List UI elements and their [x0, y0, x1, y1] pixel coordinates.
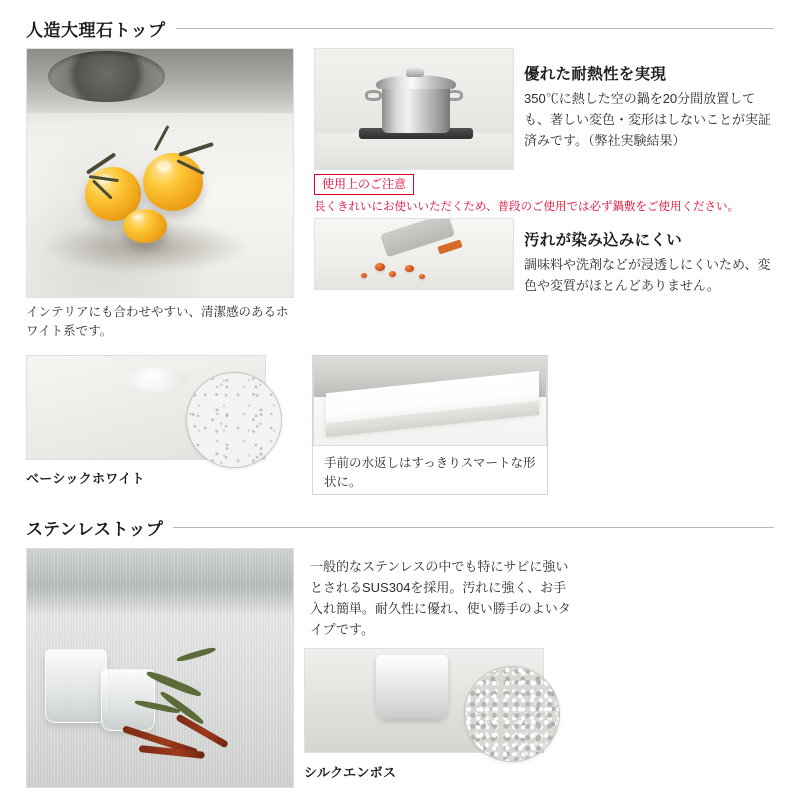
- section-title-artificial-marble: 人造大理石トップ: [26, 21, 166, 40]
- pot-body: [382, 85, 449, 133]
- basic-white-texture-zoom: [186, 372, 282, 468]
- pot-knob: [406, 67, 424, 77]
- countertop-with-yellow-tomatoes-photo: [26, 48, 294, 298]
- sauce-drop: [405, 265, 414, 272]
- water-bead-highlight: [127, 368, 189, 391]
- caution-note-text: 長くきれいにお使いいただくため、普段のご使用では必ず鍋敷をご使用ください。: [314, 201, 740, 213]
- stain-resistance-body: 調味料や洗剤などが浸透しにくいため、変色や変質がほとんどありません。: [524, 257, 771, 294]
- counter-edge-caption: 手前の水返しはすっきりスマートな形状に。: [324, 456, 536, 490]
- countertop-front-edge-photo: [313, 356, 547, 446]
- emboss-texture: [465, 667, 559, 761]
- burner-ring: [48, 51, 165, 103]
- speckle-texture: [187, 373, 281, 467]
- caution-label-box: 使用上のご注意: [314, 174, 414, 195]
- stainless-pot-on-cooktop-photo: [314, 48, 514, 170]
- section-title-stainless: ステンレストップ: [26, 520, 164, 539]
- tomato-stem: [154, 125, 170, 151]
- tomato-front: [123, 209, 167, 243]
- sauce-drop: [375, 263, 385, 271]
- heading-rule: [173, 527, 774, 528]
- sauce-drop: [389, 271, 396, 277]
- heading-rule: [176, 28, 775, 29]
- tomato-stem: [178, 142, 213, 157]
- pot-handle-left: [365, 90, 383, 101]
- silk-emboss-label: シルクエンボス: [304, 765, 397, 780]
- cooktop-area: [27, 49, 293, 113]
- artificial-marble-main-caption: インテリアにも合わせやすい、清潔感のあるホワイト系です。: [26, 305, 289, 339]
- silk-emboss-texture-zoom: [464, 666, 560, 762]
- section-heading-stainless: [26, 515, 774, 540]
- pot-lid: [376, 75, 455, 88]
- sauce-drop: [419, 274, 425, 279]
- glass-on-swatch: [376, 655, 447, 719]
- tomato-right: [143, 153, 203, 211]
- sauce-bottle-cap: [437, 239, 462, 254]
- section-heading-artificial-marble: [26, 16, 774, 41]
- heat-resistance-body: 350℃に熱した空の鍋を20分間放置しても、著しい変色・変形はしないことが実証済みです。（弊社実験結果）: [524, 91, 772, 149]
- sauce-dripping-on-countertop-photo: [314, 218, 514, 290]
- sauce-drop: [361, 273, 367, 278]
- stain-resistance-heading: 汚れが染み込みにくい: [524, 232, 683, 249]
- glass-tumbler-left: [45, 649, 107, 723]
- stainless-countertop-with-herbs-photo: [26, 548, 294, 788]
- glass-tumbler-right: [101, 669, 155, 731]
- heat-resistance-heading: 優れた耐熱性を実現: [524, 66, 667, 83]
- stainless-body-text: 一般的なステンレスの中でも特にサビに強いとされるSUS304を採用。汚れに強く、お手入れ簡単。耐久性に優れ、使い勝手のよいタイプです。: [310, 559, 571, 638]
- basic-white-label: ベーシックホワイト: [26, 471, 145, 486]
